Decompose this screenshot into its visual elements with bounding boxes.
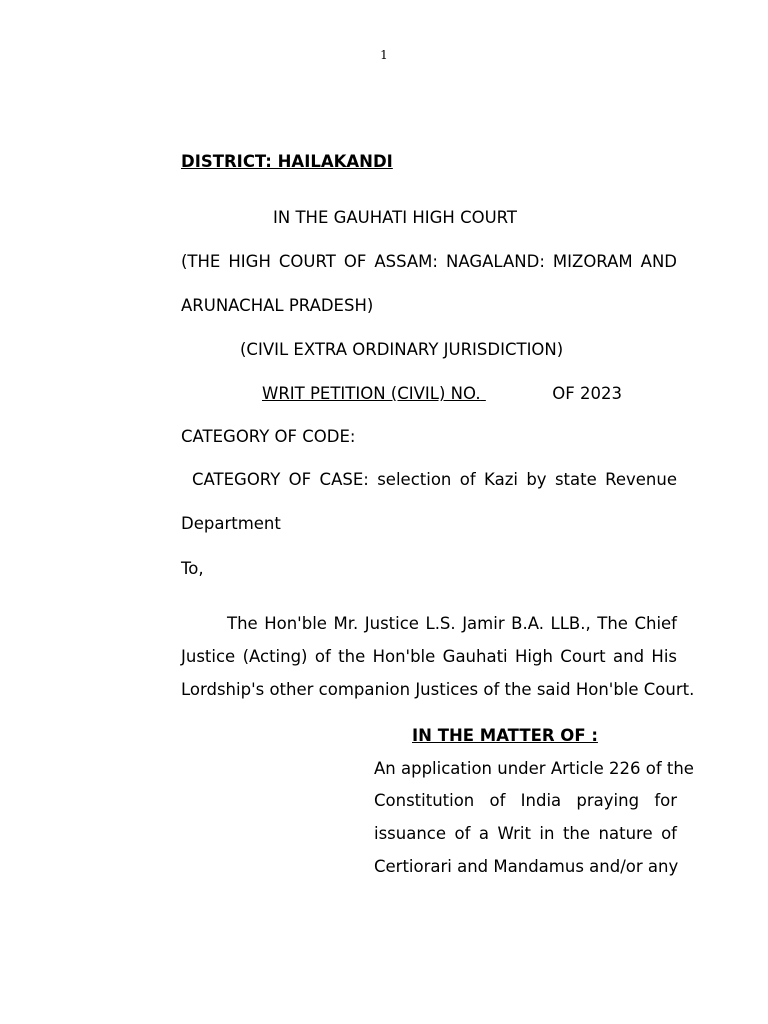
page-number: 1	[380, 48, 388, 62]
matter-line-4: Certiorari and Mandamus and/or any	[374, 857, 679, 876]
writ-petition-year: OF 2023	[552, 384, 622, 403]
matter-heading: IN THE MATTER OF :	[412, 726, 598, 745]
address-line3: Lordship's other companion Justices of the said Hon'ble Court.	[181, 680, 695, 699]
district-heading: DISTRICT: HAILAKANDI	[181, 152, 393, 171]
category-case-line2: Department	[181, 514, 281, 533]
matter-line-2: Constitution of India praying for	[374, 791, 677, 810]
category-code: CATEGORY OF CODE:	[181, 427, 356, 446]
category-case-line1: CATEGORY OF CASE: selection of Kazi by state Revenue	[192, 470, 677, 489]
salutation: To,	[181, 559, 204, 578]
court-subtitle-line1: (THE HIGH COURT OF ASSAM: NAGALAND: MIZORAM AND	[181, 252, 677, 271]
court-title: IN THE GAUHATI HIGH COURT	[273, 208, 518, 227]
matter-line-1: An application under Article 226 of the	[374, 759, 694, 778]
jurisdiction: (CIVIL EXTRA ORDINARY JURISDICTION)	[240, 340, 564, 359]
matter-line-3: issuance of a Writ in the nature of	[374, 824, 677, 843]
writ-petition-line	[262, 383, 622, 405]
address-line2: Justice (Acting) of the Hon'ble Gauhati High Court and His	[181, 647, 677, 666]
court-subtitle-line2: ARUNACHAL PRADESH)	[181, 296, 374, 315]
writ-petition-label: WRIT PETITION (CIVIL) NO.	[262, 384, 481, 403]
address-line1: The Hon'ble Mr. Justice L.S. Jamir B.A. LLB., The Chief	[227, 614, 677, 633]
